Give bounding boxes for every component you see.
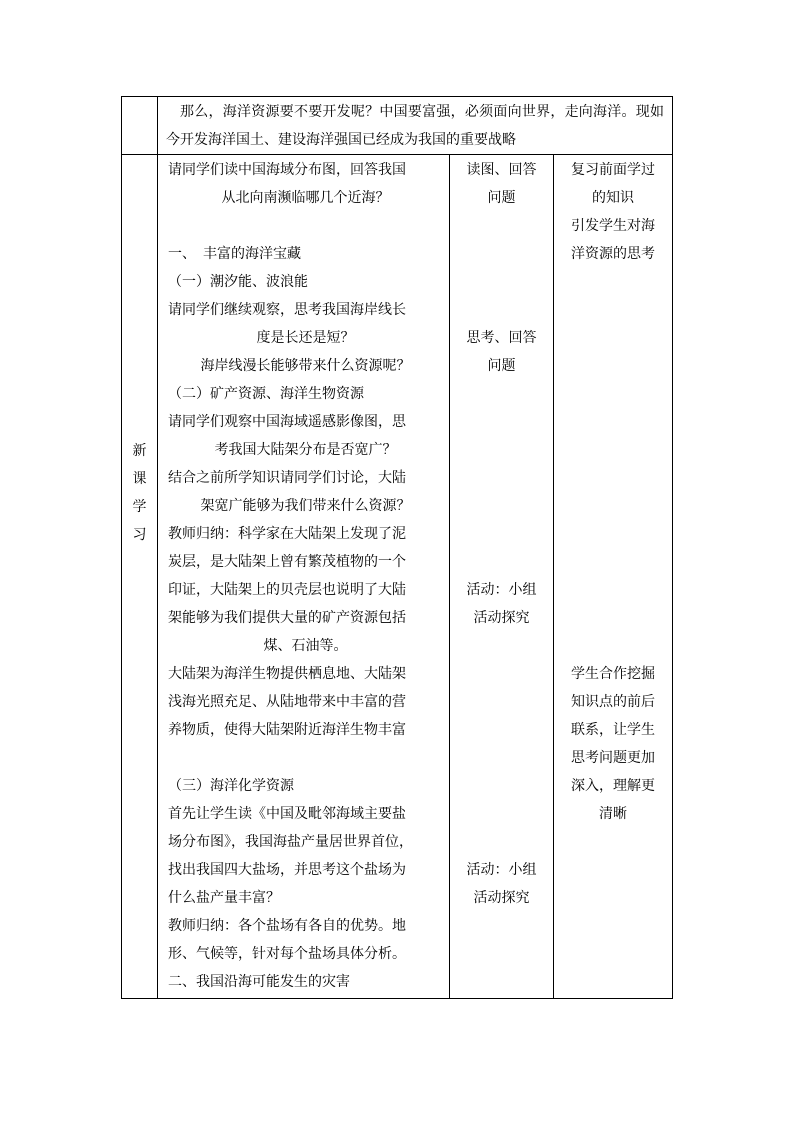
section-label-char: 新 — [132, 443, 147, 459]
activity-line — [450, 380, 553, 408]
activity-line: 活动探究 — [473, 890, 530, 906]
intent-line — [554, 380, 672, 408]
intro-text: 那么，海洋资源要不要开发呢？中国要富强，必须面向世界，走向海洋。现如今开发海洋国土、建设海洋强国已经成为我国的重要战略 — [158, 97, 673, 155]
content-line: （一）潮汐能、波浪能 — [168, 274, 308, 290]
intent-line: 深入，理解更 — [571, 778, 656, 794]
activity-line — [450, 520, 553, 548]
activity-line — [450, 632, 553, 660]
intent-line — [554, 436, 672, 464]
activity-line: 问题 — [487, 358, 516, 374]
activity-line — [450, 548, 553, 576]
content-line: 场分布图》，我国海盐产量居世界首位， — [168, 834, 413, 850]
activity-line: 活动：小组 — [466, 582, 537, 598]
activity-line — [450, 660, 553, 688]
intent-line — [554, 632, 672, 660]
content-line: （二）矿产资源、海洋生物资源 — [168, 386, 364, 402]
student-activity-cell — [450, 155, 554, 999]
content-line: 请同学们继续观察，思考我国海岸线长 — [168, 302, 406, 318]
content-line: 找出我国四大盐场，并思考这个盐场为 — [168, 862, 406, 878]
activity-line — [450, 492, 553, 520]
lesson-plan-table — [121, 96, 673, 999]
activity-line — [450, 744, 553, 772]
content-line: 架宽广能够为我们带来什么资源？ — [200, 498, 411, 514]
activity-line: 思考、回答 — [466, 330, 537, 346]
content-line: 教师归纳：科学家在大陆架上发现了泥 — [168, 526, 406, 542]
activity-line: 活动：小组 — [466, 862, 537, 878]
intent-line — [554, 408, 672, 436]
activity-line: 活动探究 — [473, 610, 530, 626]
content-line: 炭层，是大陆架上曾有繁茂植物的一个 — [168, 554, 406, 570]
content-line: 浅海光照充足、从陆地带来中丰富的营 — [168, 694, 406, 710]
activity-line — [450, 436, 553, 464]
content-line: 结合之前所学知识请同学们讨论，大陆 — [168, 470, 406, 486]
intent-line: 思考问题更加 — [571, 750, 656, 766]
new-lesson-row — [122, 155, 673, 999]
section-label-char: 习 — [132, 527, 147, 543]
intent-line — [554, 492, 672, 520]
content-line: 请同学们观察中国海域遥感影像图，思 — [168, 414, 406, 430]
intent-line: 复习前面学过 — [571, 162, 656, 178]
activity-line — [450, 464, 553, 492]
intent-line — [554, 520, 672, 548]
activity-line — [450, 800, 553, 828]
content-line: 海岸线漫长能够带来什么资源呢？ — [200, 358, 411, 374]
content-line — [168, 744, 443, 772]
activity-line — [450, 828, 553, 856]
content-line: 印证，大陆架上的贝壳层也说明了大陆 — [168, 582, 406, 598]
intent-line — [554, 576, 672, 604]
intent-line: 洋资源的思考 — [571, 246, 656, 262]
intro-blank-cell — [122, 97, 158, 155]
content-line: 煤、石油等。 — [263, 638, 348, 654]
activity-line — [450, 772, 553, 800]
intro-row — [122, 97, 673, 155]
content-line: 考我国大陆架分布是否宽广？ — [214, 442, 397, 458]
intent-line — [554, 296, 672, 324]
teaching-content-cell — [158, 155, 450, 999]
content-line: 度是长还是短？ — [256, 330, 355, 346]
content-line: （三）海洋化学资源 — [168, 778, 294, 794]
content-line: 从北向南濒临哪几个近海？ — [221, 190, 390, 206]
content-line: 养物质，使得大陆架附近海洋生物丰富 — [168, 722, 406, 738]
section-label-char: 学 — [132, 499, 147, 515]
activity-line — [450, 212, 553, 240]
intent-line: 的知识 — [592, 190, 635, 206]
intent-line: 清晰 — [599, 806, 628, 822]
content-line: 二、我国沿海可能发生的灾害 — [168, 974, 350, 990]
activity-line — [450, 240, 553, 268]
activity-line — [450, 268, 553, 296]
activity-line — [450, 716, 553, 744]
intent-line — [554, 604, 672, 632]
intent-line — [554, 268, 672, 296]
content-line: 一、 丰富的海洋宝藏 — [168, 246, 301, 262]
section-label — [133, 437, 147, 549]
activity-line: 问题 — [487, 190, 516, 206]
intent-line — [554, 324, 672, 352]
content-line: 教师归纳：各个盐场有各自的优势。地 — [168, 918, 406, 934]
intent-line — [554, 548, 672, 576]
content-line — [168, 212, 443, 240]
content-line: 大陆架为海洋生物提供栖息地、大陆架 — [168, 666, 406, 682]
design-intent-cell — [554, 155, 673, 999]
intent-line: 学生合作挖掘 — [571, 666, 656, 682]
content-line: 架能够为我们提供大量的矿产资源包括 — [168, 610, 406, 626]
activity-line — [450, 408, 553, 436]
intent-line: 联系，让学生 — [571, 722, 656, 738]
content-line: 请同学们读中国海域分布图，回答我国 — [168, 162, 406, 178]
section-label-cell — [122, 155, 158, 999]
content-line: 什么盐产量丰富？ — [168, 890, 280, 906]
intent-line — [554, 352, 672, 380]
content-line: 形、气候等，针对每个盐场具体分析。 — [168, 946, 406, 962]
activity-line — [450, 296, 553, 324]
intent-line — [554, 464, 672, 492]
content-line: 首先让学生读《中国及毗邻海域主要盐 — [168, 806, 406, 822]
section-label-char: 课 — [132, 471, 147, 487]
activity-line: 读图、回答 — [466, 162, 537, 178]
activity-line — [450, 688, 553, 716]
intent-line: 引发学生对海 — [571, 218, 656, 234]
intent-line: 知识点的前后 — [571, 694, 656, 710]
